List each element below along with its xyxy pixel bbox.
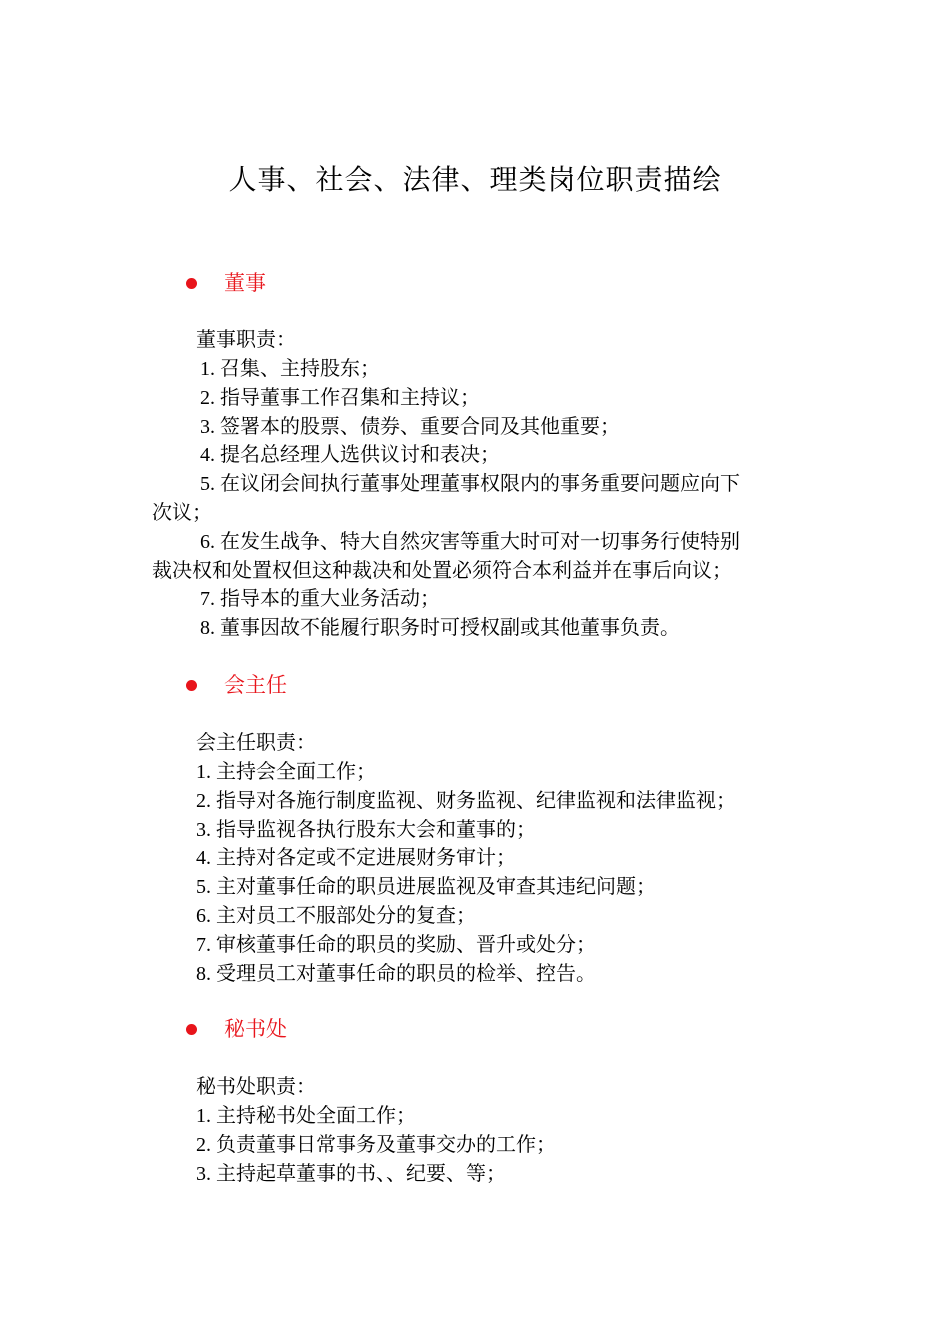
section-heading-committee-director: [186, 670, 287, 700]
list-item: 2. 指导对各施行制度监视、财务监视、纪律监视和法律监视；: [196, 789, 736, 812]
list-item-continuation: 次议；: [152, 501, 212, 524]
list-item: 5. 主对董事任命的职员进展监视及审查其违纪问题；: [196, 876, 656, 899]
section-list: [152, 355, 812, 643]
list-item: 3. 指导监视各执行股东大会和董事的；: [196, 818, 536, 841]
bullet-dot-icon: [186, 680, 197, 691]
list-item: 1. 主持秘书处全面工作；: [196, 1105, 416, 1127]
section-heading-label: 会主任: [224, 673, 287, 697]
section-heading-chairman: [186, 268, 266, 298]
section-heading-label: 董事: [224, 271, 266, 295]
list-item: 3. 签署本的股票、债券、重要合同及其他重要；: [200, 415, 620, 438]
page-title: 人事、社会、法律、理类岗位职责描绘: [228, 165, 722, 196]
list-item: 3. 主持起草董事的书、、纪要、等；: [196, 1162, 506, 1185]
section-heading-secretariat: [186, 1014, 287, 1044]
section-heading-label: 秘书处: [224, 1017, 287, 1041]
list-item: 7. 指导本的重大业务活动；: [200, 588, 440, 611]
list-item: 2. 负责董事日常事务及董事交办的工作；: [196, 1133, 556, 1156]
section-intro: 秘书处职责：: [196, 1076, 316, 1098]
section-intro: 董事职责：: [196, 329, 296, 351]
section-list: [196, 758, 736, 988]
list-item: 1. 主持会全面工作；: [196, 761, 376, 783]
list-item: 4. 提名总经理人选供议讨和表决；: [200, 444, 500, 467]
list-item-continuation: 裁决权和处置权但这种裁决和处置必须符合本利益并在事后向议；: [152, 559, 732, 582]
bullet-dot-icon: [186, 278, 197, 289]
list-item: 6. 主对员工不服部处分的复查；: [196, 904, 476, 927]
bullet-dot-icon: [186, 1024, 197, 1035]
section-intro: 会主任职责：: [196, 732, 316, 754]
list-item: 2. 指导董事工作召集和主持议；: [200, 386, 480, 409]
list-item: 8. 董事因故不能履行职务时可授权副或其他董事负责。: [200, 617, 680, 640]
list-item: 5. 在议闭会间执行董事处理董事权限内的事务重要问题应向下: [200, 473, 740, 496]
list-item: 4. 主持对各定或不定进展财务审计；: [196, 847, 516, 870]
section-list: [196, 1102, 556, 1188]
list-item: 8. 受理员工对董事任命的职员的检举、控告。: [196, 962, 596, 985]
list-item: 6. 在发生战争、特大自然灾害等重大时可对一切事务行使特别: [200, 530, 740, 553]
list-item: 1. 召集、主持股东；: [200, 358, 380, 380]
list-item: 7. 审核董事任命的职员的奖励、晋升或处分；: [196, 933, 596, 956]
